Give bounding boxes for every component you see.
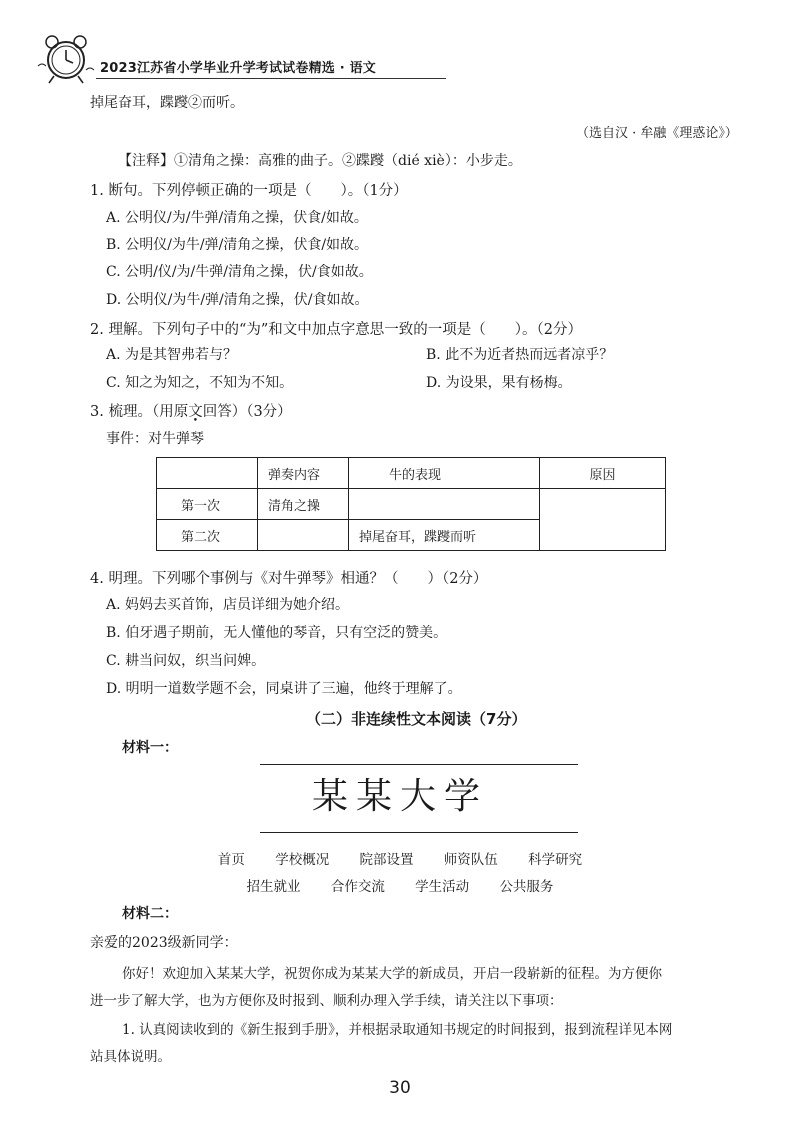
- q1-stem: 1. 断句。下列停顿正确的一项是（ ）。（1分）: [90, 183, 408, 199]
- site-title-bottom-rule: [260, 832, 578, 833]
- q2-option-c: C. 知之为知之，不知为不知。: [106, 375, 294, 391]
- page-header: [36, 30, 456, 86]
- site-nav-row-2: [0, 875, 800, 895]
- table-header-cell: 原因: [540, 458, 666, 489]
- table-cell-blank[interactable]: [258, 520, 349, 551]
- section2-title: （二）非连续性文本阅读（7分）: [306, 710, 527, 728]
- nav-item-faculty[interactable]: 师资队伍: [443, 852, 498, 868]
- nav-item-public-services[interactable]: 公共服务: [499, 879, 554, 895]
- nav-item-cooperation[interactable]: 合作交流: [330, 879, 385, 895]
- header-underline: [96, 78, 446, 79]
- letter-item1-line1: 1. 认真阅读收到的《新生报到手册》，并根据录取通知书规定的时间报到，报到流程详见本网: [122, 1022, 673, 1038]
- material2-label: 材料二：: [122, 906, 178, 922]
- notes: 【注释】①清角之操：高雅的曲子。②蹀躞（dié xiè）：小步走。: [118, 153, 522, 169]
- table-cell-blank[interactable]: [540, 489, 666, 551]
- table-cell: 掉尾奋耳，蹀躞而听: [349, 520, 540, 551]
- passage-source: （选自汉 · 牟融《理惑论》）: [576, 126, 738, 141]
- q3-stem-suffix: ）（3分）: [231, 404, 292, 420]
- q1-option-a: A. 公明仪/为/牛弹/清角之操，伏食/如故。: [106, 210, 368, 226]
- q2-stem: 2. 理解。下列句子中的“为”和文中加点字意思一致的一项是（ ）。（2分）: [90, 322, 582, 338]
- material1-label: 材料一：: [122, 740, 178, 756]
- q4-option-a: A. 妈妈去买首饰，店员详细为她介绍。: [106, 597, 350, 613]
- table-cell: 清角之操: [258, 489, 349, 520]
- page-number: 30: [389, 1078, 411, 1098]
- nav-item-overview[interactable]: 学校概况: [275, 852, 330, 868]
- q4-stem: 4. 明理。下列哪个事例与《对牛弹琴》相通？（ ）（2分）: [90, 571, 488, 587]
- table-header-cell: [157, 458, 258, 489]
- nav-item-research[interactable]: 科学研究: [528, 852, 583, 868]
- table-cell-blank[interactable]: [349, 489, 540, 520]
- site-title-top-rule: [260, 764, 578, 765]
- nav-item-departments[interactable]: 院部设置: [359, 852, 414, 868]
- site-nav-row-1: [0, 848, 800, 868]
- site-title: 某某大学: [311, 776, 488, 817]
- table-header-cell: 弹奏内容: [258, 458, 349, 489]
- q1-option-d: D. 公明仪/为牛/弹/清角之操，伏/食如故。: [106, 292, 369, 308]
- passage-tail: 掉尾奋耳，蹀躞②而听。: [90, 95, 244, 111]
- table-header-cell: 牛的表现: [349, 458, 540, 489]
- table-cell: 第二次: [157, 520, 258, 551]
- table-row: [157, 489, 666, 520]
- table-header-row: [157, 458, 666, 489]
- q4-option-c: C. 耕当问奴，织当问婢。: [106, 653, 266, 669]
- q1-option-c: C. 公明/仪/为/牛弹/清角之操，伏/食如故。: [106, 264, 373, 280]
- letter-item1-line2: 站具体说明。: [90, 1049, 171, 1065]
- table-cell: 第一次: [157, 489, 258, 520]
- q3-stem-dotted: 用原文回答 •: [159, 404, 232, 420]
- alarm-clock-icon: [36, 30, 98, 86]
- q3-stem-prefix: 3. 梳理。（: [90, 404, 160, 420]
- q2-option-d: D. 为设果，果有杨梅。: [426, 375, 572, 391]
- letter-greeting: 亲爱的2023级新同学：: [90, 935, 238, 951]
- nav-item-student-activities[interactable]: 学生活动: [415, 879, 470, 895]
- nav-item-admissions[interactable]: 招生就业: [246, 879, 301, 895]
- nav-item-home[interactable]: 首页: [217, 852, 245, 868]
- q4-option-b: B. 伯牙遇子期前，无人懂他的琴音，只有空泛的赞美。: [106, 625, 448, 641]
- q3-stem: [90, 400, 292, 421]
- q2-option-b: B. 此不为近者热而远者凉乎？: [426, 347, 614, 363]
- q2-option-a: A. 为是其智弗若与？: [106, 347, 238, 363]
- letter-para1-line2: 进一步了解大学，也为方便你及时报到、顺利办理入学手续，请关注以下事项：: [90, 993, 563, 1009]
- q3-answer-table: [156, 457, 666, 551]
- q1-option-b: B. 公明仪/为牛/弹/清角之操，伏食/如故。: [106, 237, 369, 253]
- letter-para1-line1: 你好！欢迎加入某某大学，祝贺你成为某某大学的新成员，开启一段崭新的征程。为方便你: [122, 966, 662, 982]
- header-title: 2023江苏省小学毕业升学考试试卷精选 · 语文: [100, 61, 376, 76]
- q3-event: 事件：对牛弹琴: [106, 431, 204, 447]
- q4-option-d: D. 明明一道数学题不会，同桌讲了三遍，他终于理解了。: [106, 681, 462, 697]
